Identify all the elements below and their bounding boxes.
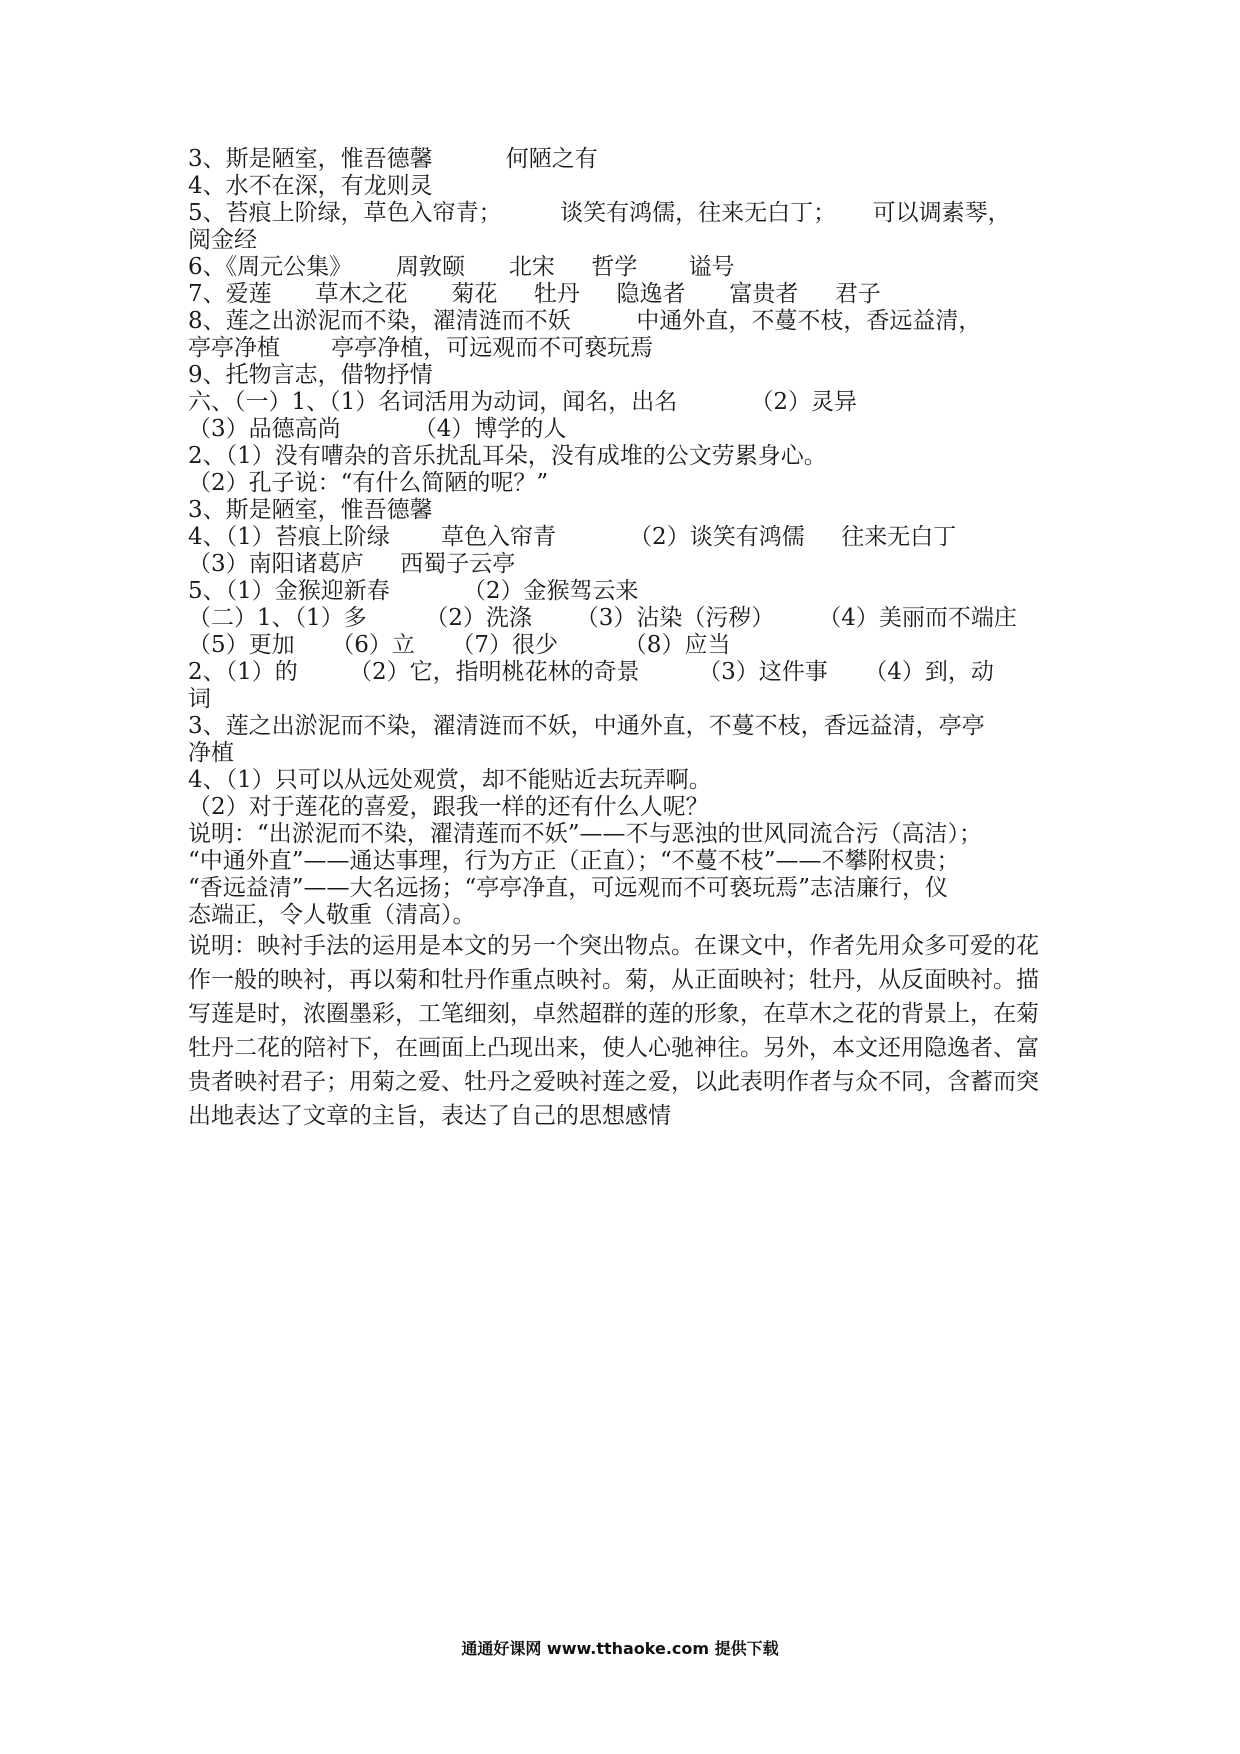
text-line: （二）1、（1）多 （2）洗涤 （3）沾染（污秽） （4）美丽而不端庄 <box>188 605 1017 631</box>
text-line: “香远益清”——大名远扬；“亭亭净直，可远观而不可亵玩焉”志洁廉行，仪 <box>188 875 949 901</box>
text-line: 4、（1）只可以从远处观赏，却不能贴近去玩弄啊。 <box>188 767 712 793</box>
text-line: 7、爱莲 草木之花 菊花 牡丹 隐逸者 富贵者 君子 <box>188 281 881 307</box>
text-line: 态端正，令人敬重（清高）。 <box>188 902 476 928</box>
text-line: （2）对于莲花的喜爱，跟我一样的还有什么人呢？ <box>188 794 709 820</box>
text-line: 5、（1）金猴迎新春 （2）金猴驾云来 <box>188 578 639 604</box>
text-line: 六、（一）1、（1）名词活用为动词，闻名，出名 （2）灵异 <box>188 389 858 415</box>
text-line: 净植 <box>188 740 234 766</box>
text-line: 3、斯是陋室，惟吾德馨 何陋之有 <box>188 146 598 172</box>
text-line: 阅金经 <box>188 227 257 253</box>
text-line: （5）更加 （6）立 （7）很少 （8）应当 <box>188 632 731 658</box>
text-line: 词 <box>188 686 211 712</box>
text-line: 3、斯是陋室，惟吾德馨 <box>188 497 433 523</box>
text-line: 亭亭净植 亭亭净植，可远观而不可亵玩焉 <box>188 335 654 361</box>
text-line: 4、（1）苔痕上阶绿 草色入帘青 （2）谈笑有鸿儒 往来无白丁 <box>188 524 957 550</box>
text-line: “中通外直”——通达事理，行为方正（正直）；“不蔓不枝”——不攀附权贵； <box>188 848 960 874</box>
text-line: 6、《周元公集》 周敦颐 北宋 哲学 谥号 <box>188 254 735 280</box>
text-line: 3、莲之出淤泥而不染，濯清涟而不妖，中通外直，不蔓不枝，香远益清，亭亭 <box>188 713 985 739</box>
text-line: 9、托物言志，借物抒情 <box>188 362 433 388</box>
text-line: 5、苔痕上阶绿，草色入帘青； 谈笑有鸿儒，往来无白丁； 可以调素琴， <box>188 200 1011 226</box>
explanation-paragraph: 说明：映衬手法的运用是本文的另一个突出物点。在课文中，作者先用众多可爱的花作一般的映衬，再以菊和牡丹作重点映衬。菊，从正面映衬；牡丹，从反面映衬。描写莲是时，浓圈墨彩，工笔细刻，卓然超群的莲的形象，在草木之花的背景上，在菊牡丹二花的陪衬下，在画面上凸现出来，使人心驰神往。另外，本文还用隐逸者、富贵者映衬君子；用菊之爱、牡丹之爱映衬莲之爱，以此表明作者与众不同，含蓄而突出地表达了文章的主旨，表达了自己的思想感情 <box>188 933 1039 1129</box>
text-line: （2）孔子说：“有什么简陋的呢？” <box>188 470 549 496</box>
text-line: 4、水不在深，有龙则灵 <box>188 173 433 199</box>
text-line: （3）南阳诸葛庐 西蜀子云亭 <box>188 551 516 577</box>
text-line: 8、莲之出淤泥而不染，濯清涟而不妖 中通外直，不蔓不枝，香远益清， <box>188 308 982 334</box>
text-line: 说明：“出淤泥而不染，濯清莲而不妖”——不与恶浊的世风同流合污（高洁）； <box>188 821 983 847</box>
text-line: 2、（1）没有嘈杂的音乐扰乱耳朵，没有成堆的公文劳累身心。 <box>188 443 827 469</box>
footer-credit: 通通好课网 www.tthaoke.com 提供下载 <box>461 1639 779 1658</box>
answer-text-block <box>188 146 1060 1133</box>
text-line: （3）品德高尚 （4）博学的人 <box>188 416 567 442</box>
text-line: 2、（1）的 （2）它，指明桃花林的奇景 （3）这件事 （4）到，动 <box>188 659 994 685</box>
